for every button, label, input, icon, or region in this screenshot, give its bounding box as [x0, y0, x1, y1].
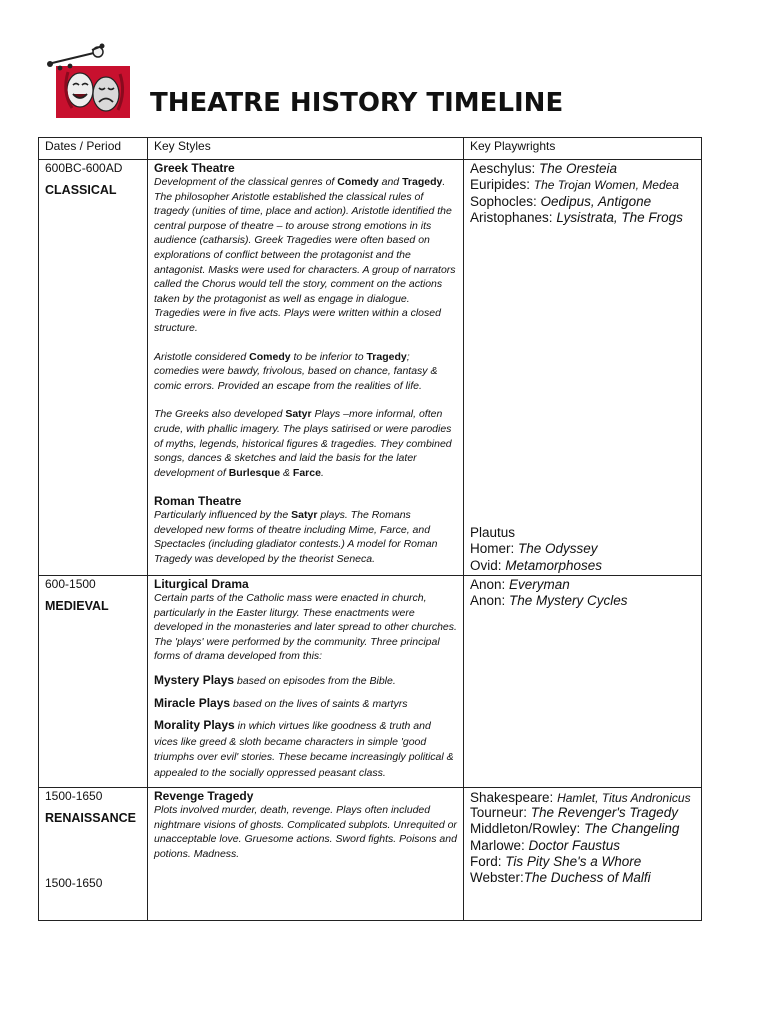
miracle-plays-entry: Miracle Plays based on the lives of saints & martyrs: [154, 695, 408, 710]
style-heading-greek: Greek Theatre: [154, 161, 235, 175]
theatre-masks-logo: [44, 42, 136, 120]
cell-date-classical: [39, 160, 148, 576]
column-header-styles: Key Styles: [148, 138, 464, 160]
column-header-playwrights: Key Playwrights: [464, 138, 702, 160]
cell-playwrights-classical: [464, 160, 702, 576]
table-row-classical: [39, 160, 702, 576]
playwright-entry: Middleton/Rowley: The Changeling: [470, 821, 680, 837]
cell-playwrights-renaissance: [464, 788, 702, 921]
cell-styles-renaissance: [148, 788, 464, 921]
table-row-medieval: [39, 576, 702, 788]
cell-playwrights-medieval: [464, 576, 702, 788]
date-range-secondary: 1500-1650: [45, 876, 103, 890]
playwright-entry: Ford: Tis Pity She's a Whore: [470, 853, 642, 869]
playwright-entry: Anon: The Mystery Cycles: [470, 593, 628, 609]
style-description: Aristotle considered Comedy to be inferior to Tragedy; comedies were bawdy, frivolous, based on chance, fantasy & comic errors. Provided an escape from the realities of life.: [154, 350, 438, 392]
style-description: The Greeks also developed Satyr Plays –more informal, often crude, with phallic imagery. The plays satirised or were parodies of myths, legends, historical figures & tragedies. They combined songs, dances & sketches and laid the basis for the later development of Burlesque & Farce.: [154, 408, 452, 479]
playwright-entry: Ovid: Metamorphoses: [470, 557, 603, 573]
table-header-row: [39, 138, 702, 160]
playwright-entry: Tourneur: The Revenger's Tragedy: [470, 805, 678, 820]
playwright-entry: Shakespeare: Hamlet, Titus Andronicus: [470, 790, 691, 805]
playwright-entry: Homer: The Odyssey: [470, 541, 598, 557]
page-title: THEATRE HISTORY TIMELINE: [150, 88, 564, 118]
mystery-plays-entry: Mystery Plays based on episodes from the Bible.: [154, 672, 396, 687]
comedy-mask: [67, 73, 93, 107]
timeline-table: [38, 137, 702, 921]
column-header-dates: Dates / Period: [39, 138, 148, 160]
period-name: MEDIEVAL: [45, 599, 109, 613]
playwright-entry: Euripides: The Trojan Women, Medea: [470, 177, 679, 193]
table-row-renaissance: [39, 788, 702, 921]
style-description: Plots involved murder, death, revenge. Plays often included nightmare visions of ghosts. Complicated subplots. Unrequited or unacceptable love. Gruesome actions. Sword fights. Poisons and potions. Madness.: [154, 804, 457, 860]
style-description: Development of the classical genres of Comedy and Tragedy. The philosopher Aristotle established the classical rules of tragedy (unities of time, place and action). Aristotle identified the central purpose of theatre – to arouse strong emotions in its audience (catharsis). Greek Tragedies were often based on explorations of conflict between the protagonist and the antagonist. Masks were used for characters. A group of narrators called the Chorus would tell the story, comment on the actions taken by the protagonist as well as engage in dialogue. Tragedies were in five acts. Plays were written within a closed structure.: [154, 176, 456, 334]
playwright-entry: Webster:The Duchess of Malfi: [470, 870, 651, 886]
cell-styles-medieval: [148, 576, 464, 788]
playwright-entry: Plautus: [470, 525, 516, 541]
date-range: 600BC-600AD: [45, 161, 123, 175]
period-name: CLASSICAL: [45, 183, 117, 197]
logo-rod: [48, 52, 98, 64]
cell-date-renaissance: [39, 788, 148, 921]
period-name: RENAISSANCE: [45, 811, 136, 825]
style-description: Particularly influenced by the Satyr plays. The Romans developed new forms of theatre including Mime, Farce, and Spectacles (including gladiator contests.) A model for Roman Tragedy was developed by the theorist Seneca.: [154, 509, 438, 566]
cell-date-medieval: [39, 576, 148, 788]
date-range: 1500-1650: [45, 789, 103, 803]
style-description: Certain parts of the Catholic mass were enacted in church, particularly in the Easter liturgy. These enactments were developed in the monasteries and later spread to other churches. The 'plays' were performed by the community. Three principal forms of drama developed from this:: [154, 592, 457, 663]
playwright-entry: Sophocles: Oedipus, Antigone: [470, 193, 652, 209]
tragedy-mask: [93, 77, 119, 111]
playwright-entry: Anon: Everyman: [470, 577, 570, 592]
cell-styles-classical: [148, 160, 464, 576]
playwright-entry: Aeschylus: The Oresteia: [470, 161, 618, 176]
date-range: 600-1500: [45, 577, 96, 591]
morality-plays-entry: Morality Plays in which virtues like goodness & truth and vices like greed & sloth became characters in simple 'good triumphs over evil' stories. These became increasingly political & appealed to the socially oppressed peasant class.: [154, 717, 454, 779]
playwright-entry: Aristophanes: Lysistrata, The Frogs: [470, 209, 683, 225]
playwright-entry: Marlowe: Doctor Faustus: [470, 837, 621, 853]
theatre-masks-icon: [44, 42, 136, 120]
style-heading-roman: Roman Theatre: [154, 494, 242, 509]
style-heading-liturgical: Liturgical Drama: [154, 577, 249, 591]
style-heading-revenge: Revenge Tragedy: [154, 789, 254, 803]
